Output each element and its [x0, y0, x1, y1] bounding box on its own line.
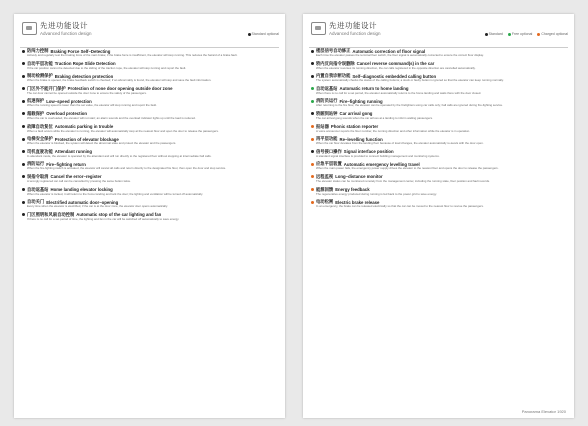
bullet-icon — [22, 75, 25, 78]
page-title-en: Advanced function design — [329, 31, 381, 36]
feature-title-en: Braking detection protection — [54, 73, 114, 79]
feature-description: When the running speed is lower than the set value, the elevator will stop running and report the fault. — [27, 104, 157, 108]
feature-item — [14, 85, 285, 98]
feature-item — [303, 97, 574, 110]
feature-item — [14, 186, 285, 199]
feature-title-zh: 信号接口操作 — [316, 148, 342, 154]
feature-description: When the elevator is locked, it will return to the home landing and lock the door; the lighting and ventilation will be turned off automatically. — [27, 192, 204, 196]
bullet-icon — [22, 175, 25, 178]
page-title-zh: 先进功能设计 — [40, 21, 88, 30]
legend — [248, 32, 279, 36]
feature-description: After returning to the fire floor, the elevator can be operated by the firefighters using car calls only; hall calls are ignored during fire-fighting service. — [316, 104, 503, 108]
feature-title-en: Self–diagnostic embedded calling button — [352, 73, 437, 79]
feature-description: The elevator status can be monitored remotely from the management center, including the running state, floor position and fault records. — [316, 179, 490, 183]
feature-description: In attendant mode, the elevator is operated by the attendant and will run directly to the registered floor without stopping at intermediate hall calls. — [27, 154, 212, 158]
right-page — [303, 14, 574, 418]
feature-description: When a fault occurs while the elevator is running, the elevator will automatically stop at the nearest floor and open the door to release the passengers. — [27, 129, 219, 133]
feature-item — [303, 186, 574, 199]
feature-item — [303, 135, 574, 148]
bullet-icon — [311, 87, 314, 90]
bullet-icon — [311, 138, 314, 141]
page-footer: Panorama Elevator 1920 — [521, 409, 566, 414]
bullet-icon — [22, 100, 25, 103]
feature-item — [14, 123, 285, 136]
legend-label: Standard optional — [251, 32, 279, 36]
feature-description: When the brake is opened, the brake feedback switch is checked; if an abnormality is found, the elevator will stop and save the fault information. — [27, 79, 212, 83]
feature-title-en: Phonic station reporter — [330, 124, 379, 130]
feature-title-zh: 低速保护 — [27, 98, 45, 104]
feature-description: The car arrival gong sounds when the car arrives at a landing to inform waiting passengers. — [316, 116, 433, 120]
feature-description: Each time the elevator passes the terminal floor switch, the floor signal is automatically corrected to ensure the correct floor display. — [316, 54, 484, 57]
feature-title-en: Automatic correction of floor signal — [352, 48, 426, 54]
feature-list — [14, 47, 285, 404]
feature-description: When the elevator is blocked, the system will detect the abnormal state and protect the elevator and the passengers. — [27, 142, 177, 146]
brand-logo-icon — [22, 22, 37, 35]
page-title-zh: 先进功能设计 — [329, 21, 377, 30]
bullet-icon — [311, 100, 314, 103]
feature-description: When there is no call for a set period, the elevator automatically returns to the home landing and waits there with the door closed. — [316, 91, 482, 95]
feature-title-zh: 消防运行 — [27, 161, 45, 167]
legend-dot-icon — [537, 33, 540, 36]
bullet-icon — [22, 87, 25, 90]
page-title-en: Advanced function design — [40, 31, 92, 36]
feature-title-en: Cancel reverse command(s) in the car — [356, 61, 435, 67]
feature-item — [303, 198, 574, 211]
feature-title-en: Home landing elevator locking — [50, 187, 113, 193]
feature-description: When the car is overloaded, the elevator will not start; an alarm sounds and the overload indicator lights up until the load is reduced. — [27, 116, 196, 120]
feature-title-en: Electric brake release — [335, 199, 380, 205]
feature-item — [303, 123, 574, 136]
legend — [485, 32, 568, 36]
feature-title-en: Fire–fighting running — [339, 98, 383, 104]
legend-label: Free optional — [511, 32, 533, 36]
feature-title-en: Low–speed protection — [46, 98, 92, 104]
legend-item — [508, 32, 532, 36]
feature-title-en: Car arrival gong — [339, 111, 373, 117]
feature-title-zh: 轿厢到站钟 — [316, 110, 338, 116]
bullet-icon — [22, 213, 25, 216]
feature-description: If there is no call for a set period of time, the lighting and fan in the car will be switched off automatically to save energy. — [27, 217, 180, 221]
feature-title-en: Automatic emergency levelling travel — [343, 161, 420, 167]
feature-title-zh: 应急平层装置 — [316, 161, 342, 167]
bullet-icon — [22, 138, 25, 141]
bullet-icon — [22, 50, 25, 53]
feature-item — [14, 160, 285, 173]
feature-item — [14, 97, 285, 110]
feature-item — [303, 85, 574, 98]
legend-dot-icon — [508, 33, 511, 36]
feature-item — [303, 60, 574, 73]
left-page — [14, 14, 285, 418]
feature-title-en: Braking Force Self–Detecting — [50, 48, 111, 54]
feature-title-en: Cancel the error–register — [50, 174, 102, 180]
feature-title-en: Attendant running — [54, 149, 93, 155]
feature-title-zh: 制动检测保护 — [27, 73, 53, 79]
bullet-icon — [311, 150, 314, 153]
feature-item — [14, 135, 285, 148]
bullet-icon — [311, 125, 314, 128]
feature-title-en: Electrified automatic door–opening — [46, 199, 119, 205]
bullet-icon — [22, 201, 25, 204]
feature-item — [14, 110, 285, 123]
feature-item — [303, 110, 574, 123]
feature-title-zh: 楼层信号自动修正 — [316, 48, 351, 53]
feature-description: Every time when the elevator is electrified, if the car is at the door zone, the elevator door opens automatically. — [27, 205, 168, 209]
feature-title-zh: 防闯力控制 — [27, 48, 49, 53]
feature-title-zh: 门区照明和风扇自动控制 — [27, 211, 75, 217]
feature-item — [14, 198, 285, 211]
feature-item — [14, 47, 285, 60]
feature-item — [14, 211, 285, 224]
feature-title-zh: 自动返基站 — [27, 186, 49, 192]
legend-item — [248, 32, 279, 36]
legend-dot-icon — [248, 33, 251, 36]
feature-title-en: Automatic return to home landing — [339, 86, 409, 92]
page-header — [303, 14, 574, 44]
feature-title-en: Automatic parking in trouble — [54, 124, 114, 130]
feature-item — [14, 173, 285, 186]
feature-title-zh: 报站器 — [316, 123, 329, 129]
legend-label: Charged optional — [541, 32, 568, 36]
feature-title-zh: 故障自动复位 — [27, 123, 53, 129]
bullet-icon — [311, 201, 314, 204]
feature-description: In an emergency, the brake can be released electrically so that the car can be moved to the nearest floor to rescue the passengers. — [316, 205, 484, 209]
legend-item — [537, 32, 568, 36]
page-header — [14, 14, 285, 44]
feature-description: The regenerative energy produced during running is fed back to the power grid to save energy. — [316, 192, 437, 196]
feature-title-en: Energy feedback — [335, 187, 370, 193]
legend-dot-icon — [485, 33, 488, 36]
bullet-icon — [22, 188, 25, 191]
feature-item — [303, 173, 574, 186]
feature-title-zh: 电动松闸 — [316, 199, 334, 205]
feature-title-zh: 再平层功能 — [316, 136, 338, 142]
bullet-icon — [311, 112, 314, 115]
feature-item — [14, 60, 285, 73]
feature-title-zh: 消防员运行 — [316, 98, 338, 104]
feature-item — [303, 72, 574, 85]
bullet-icon — [311, 175, 314, 178]
bullet-icon — [22, 112, 25, 115]
feature-title-zh: 电梯安全保护 — [27, 136, 53, 142]
feature-description: Actively and regularly test the braking force of the main brake; if the brake force is insufficient, the elevator will stop running. This reduces the hazard of a brake fault. — [27, 54, 238, 57]
feature-title-en: Signal interface position — [343, 149, 394, 155]
feature-title-zh: 自动平层功能 — [27, 60, 53, 66]
legend-item — [485, 32, 503, 36]
feature-description: When the main power fails, the emergency power supply drives the elevator to the nearest floor and opens the door to release the passengers. — [316, 167, 499, 171]
feature-title-en: Automatic stop of the car lighting and fan — [76, 212, 162, 218]
feature-title-en: Traction Rope Slide Detection — [54, 61, 116, 67]
feature-title-zh: 能源回馈 — [316, 186, 334, 192]
bullet-icon — [22, 62, 25, 65]
feature-description: If the car position cannot be detected due to the sliding of the traction rope, the elevator will stop running and report the fault. — [27, 66, 187, 70]
feature-title-zh: 司机直驶功能 — [27, 148, 53, 154]
legend-label: Standard — [488, 32, 503, 36]
feature-title-zh: 自动返基站 — [316, 85, 338, 91]
feature-item — [14, 148, 285, 161]
bullet-icon — [311, 75, 314, 78]
bullet-icon — [311, 62, 314, 65]
feature-description: When the fire-fighting switch is activated, the elevator will cancel all calls and return directly to the designated fire floor, then open the door and stop service. — [27, 167, 227, 171]
feature-title-zh: 门区外不能开门保护 — [27, 85, 66, 91]
bullet-icon — [311, 50, 314, 53]
feature-description: A wrongly registered car call can be cancelled by pressing the same button twice. — [27, 179, 131, 183]
bullet-icon — [22, 150, 25, 153]
feature-item — [303, 47, 574, 60]
feature-title-en: Long–distance monitor — [335, 174, 383, 180]
feature-description: A standard signal interface is provided to connect building management and monitoring systems. — [316, 154, 440, 158]
feature-title-zh: 超载保护 — [27, 110, 45, 116]
brand-logo-icon — [311, 22, 326, 35]
feature-item — [303, 148, 574, 161]
feature-title-en: Protection of none door opening outside door zone — [67, 86, 173, 92]
feature-title-zh: 内置自我诊断功能 — [316, 73, 351, 79]
bullet-icon — [311, 163, 314, 166]
feature-description: The car door cannot be opened outside the door zone to ensure the safety of the passengers. — [27, 91, 147, 95]
bullet-icon — [311, 188, 314, 191]
bullet-icon — [22, 163, 25, 166]
feature-description: A voice announcer reports the floor number, the running direction and other information while the elevator is in operation. — [316, 129, 471, 133]
feature-title-zh: 远程监视 — [316, 173, 334, 179]
feature-title-en: Fire–fighting return — [46, 161, 86, 167]
feature-title-en: Protection of elevator blockage — [54, 136, 119, 142]
feature-description: When the car floor deviates from the landing floor because of load changes, the elevator automatically re-levels with the door open. — [316, 142, 484, 146]
bullet-icon — [22, 125, 25, 128]
feature-title-zh: 误指令取消 — [27, 173, 49, 179]
feature-title-zh: 轿内反向指令误删除 — [316, 60, 355, 66]
feature-item — [14, 72, 285, 85]
feature-title-en: Overload protection — [46, 111, 88, 117]
feature-list — [303, 47, 574, 404]
feature-description: When the elevator reverses its running direction, the car calls registered in the opposite direction are cancelled automatically. — [316, 66, 476, 70]
feature-title-zh: 自动关门 — [27, 199, 45, 205]
feature-description: The system automatically checks the status of the calling buttons; a stuck or faulty button is ignored so that the elevator can keep running normally. — [316, 79, 504, 83]
feature-item — [303, 160, 574, 173]
feature-title-en: Re–levelling function — [339, 136, 383, 142]
